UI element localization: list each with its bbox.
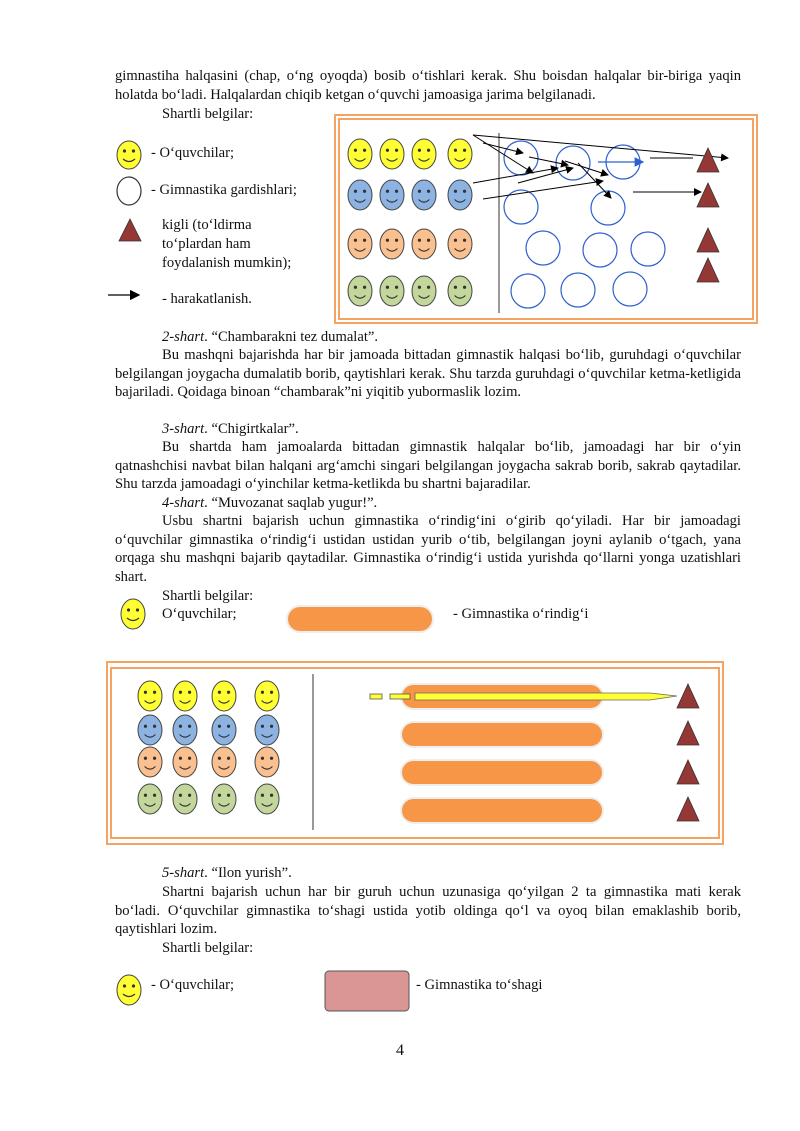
pupil-smiley xyxy=(255,747,279,777)
shart-4-body: Usbu shartni bajarish uchun gimnastika o‘rindig‘ini o‘girib qo‘yiladi. Har bir jamoadagi o‘quvchilar gimnastika o‘rindig‘i ustidan ustidan yurib o‘tib, belgilangan joyni aylanib o‘tgach, yana orqaga shu mashqni bajarib qaytadilar. Gimnastika o‘rindig‘i ustida yurishda qo‘llarni yonga uzatishlari shart. xyxy=(115,513,741,585)
hoop-relay-diagram xyxy=(333,113,759,325)
pupil-smiley xyxy=(138,784,162,814)
pupil-smiley xyxy=(255,715,279,745)
shart-4-legend-heading: Shartli belgilar: xyxy=(162,588,254,604)
pupil-smiley xyxy=(348,229,372,259)
gymnastic-bench xyxy=(401,798,603,823)
smiley-icon xyxy=(115,139,143,171)
pupil-smiley xyxy=(448,229,472,259)
movement-arrow-icon xyxy=(107,287,141,303)
pupil-smiley xyxy=(348,180,372,210)
shart-5-legend-heading: Shartli belgilar: xyxy=(162,940,254,956)
pupil-smiley xyxy=(412,139,436,169)
pupil-smiley xyxy=(255,681,279,711)
shart-3-number: 3-shart xyxy=(162,421,205,437)
page-number: 4 xyxy=(396,1042,404,1059)
shart-2-title: . “Chambarakni tez dumalat”. xyxy=(204,329,379,345)
pupil-smiley xyxy=(412,229,436,259)
pupil-smiley xyxy=(212,715,236,745)
pupil-smiley xyxy=(448,139,472,169)
legend-pins-line-1: kigli (to‘ldirma xyxy=(162,217,252,233)
pupil-smiley xyxy=(412,180,436,210)
shart-4-number: 4-shart xyxy=(162,495,205,511)
legend-pupils-label: - O‘quvchilar; xyxy=(151,145,235,161)
pupil-smiley xyxy=(138,681,162,711)
pupil-smiley xyxy=(173,715,197,745)
gymnastic-bench xyxy=(401,760,603,785)
bench-icon xyxy=(286,605,434,633)
pupil-smiley xyxy=(212,681,236,711)
pupil-smiley xyxy=(173,681,197,711)
shart-5-heading xyxy=(162,864,292,882)
pupil-smiley xyxy=(448,276,472,306)
legend-movement-label: - harakatlanish. xyxy=(162,291,252,307)
pupil-smiley xyxy=(173,747,197,777)
balance-bench-diagram xyxy=(105,660,725,846)
shart-3-heading xyxy=(162,420,299,438)
legend-hoops-label: - Gimnastika gardishlari; xyxy=(151,182,297,198)
legend-pins-line-3: foydalanish mumkin); xyxy=(162,255,292,271)
shart-2-number: 2-shart xyxy=(162,329,205,345)
shart-2-heading xyxy=(162,328,378,346)
shart-4-legend-pupils: O‘quvchilar; xyxy=(162,606,237,622)
smiley-icon xyxy=(119,597,147,631)
pupil-smiley xyxy=(173,784,197,814)
shart-5-number: 5-shart xyxy=(162,865,205,881)
pupil-smiley xyxy=(380,276,404,306)
hoop-icon xyxy=(115,175,145,207)
legend-heading: Shartli belgilar: xyxy=(162,106,254,122)
shart-5-legend-mat: - Gimnastika to‘shagi xyxy=(416,977,543,993)
gymnastic-bench xyxy=(401,722,603,747)
shart-3-body: Bu shartda ham jamoalarda bittadan gimnastik halqalar bo‘lib, jamoadagi har bir o‘yin qatnashchisi navbat bilan halqani arg‘amchi singari belgilangan joygacha sakrab borib, sakrab qaytadilar. Shu tarzda jamoadagi o‘yinchilar ketma-ketlikda bu shartni bajaradilar. xyxy=(115,439,741,493)
pupil-smiley xyxy=(348,139,372,169)
pupil-smiley xyxy=(380,180,404,210)
pupil-smiley xyxy=(212,747,236,777)
pupil-smiley xyxy=(448,180,472,210)
pupil-smiley xyxy=(380,139,404,169)
pupil-smiley xyxy=(255,784,279,814)
intro-paragraph: gimnastiha halqasini (chap, o‘ng oyoqda) bosib o‘tishlari kerak. Shu boisdan halqalar bir-biriga yaqin holatda bo‘ladi. Halqalardan chiqib ketgan o‘quvchi jamoasiga jarima belgilanadi. xyxy=(115,68,741,103)
pin-triangle-icon xyxy=(117,217,143,243)
pupil-smiley xyxy=(380,229,404,259)
shart-4-title: . “Muvozanat saqlab yugur!”. xyxy=(204,495,378,511)
shart-4-heading xyxy=(162,494,377,512)
pupil-smiley xyxy=(412,276,436,306)
shart-3-title: . “Chigirtkalar”. xyxy=(204,421,299,437)
pupil-smiley xyxy=(212,784,236,814)
pupil-smiley xyxy=(138,747,162,777)
mat-icon xyxy=(324,970,410,1012)
shart-2-body: Bu mashqni bajarishda har bir jamoada bittadan gimnastik halqasi bo‘lib, guruhdagi o‘quvchilar belgilangan joygacha dumalatib borib, qaytishlari kerak. Shu tarzda guruhdagi o‘quvchilar ketma-ketligida bajariladi. Qoidaga binoan “chambarak”ni yiqitib yubormaslik lozim. xyxy=(115,347,741,401)
smiley-icon xyxy=(115,973,143,1007)
legend-pins-line-2: to‘plardan ham xyxy=(162,236,251,252)
shart-5-body: Shartni bajarish uchun har bir guruh uchun uzunasiga qo‘yilgan 2 ta gimnastika mati kerak bo‘ladi. O‘quvchilar gimnastika to‘shagi ustida yotib oldinga qo‘l va oyoq bilan emaklashib borib, qaytishlari lozim. xyxy=(115,884,741,938)
shart-4-legend-bench: - Gimnastika o‘rindig‘i xyxy=(453,606,589,622)
pupil-smiley xyxy=(138,715,162,745)
shart-5-title: . “Ilon yurish”. xyxy=(204,865,292,881)
pupil-smiley xyxy=(348,276,372,306)
shart-5-legend-pupils: - O‘quvchilar; xyxy=(151,977,235,993)
